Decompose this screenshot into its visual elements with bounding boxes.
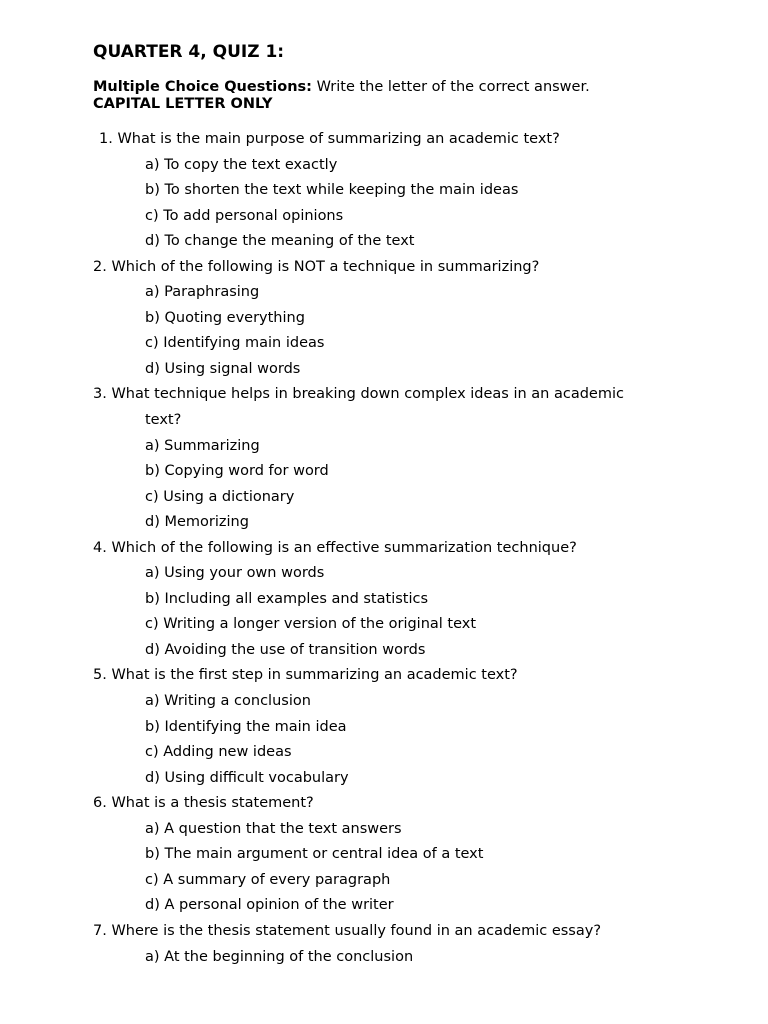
instructions-label: Multiple Choice Questions: [93, 79, 312, 95]
question-3-text-continued: text? [145, 412, 182, 429]
question-5-option-c: c) Adding new ideas [145, 744, 292, 761]
question-6-option-a: a) A question that the text answers [145, 820, 402, 837]
question-list [93, 127, 624, 970]
instructions-text: Write the letter of the correct answer. [311, 79, 590, 95]
question-4-option-d: d) Avoiding the use of transition words [145, 641, 426, 658]
question-7-text: 7. Where is the thesis statement usually found in an academic essay? [93, 922, 602, 939]
question-3-option-d: d) Memorizing [145, 514, 249, 531]
question-4-option-c: c) Writing a longer version of the original text [145, 616, 477, 633]
question-3-text: 3. What technique helps in breaking down complex ideas in an academic [93, 386, 624, 403]
question-5-option-b: b) Identifying the main idea [145, 718, 347, 735]
question-2-option-d: d) Using signal words [145, 360, 301, 377]
instructions [93, 79, 590, 113]
question-2-option-a: a) Paraphrasing [145, 284, 260, 301]
question-5-option-d: d) Using difficult vocabulary [145, 769, 349, 786]
question-3-option-c: c) Using a dictionary [145, 488, 295, 505]
question-7-option-a: a) At the beginning of the conclusion [145, 948, 414, 965]
question-5-text: 5. What is the first step in summarizing an academic text? [93, 667, 518, 684]
question-6-text: 6. What is a thesis statement? [93, 795, 314, 812]
question-3-option-b: b) Copying word for word [145, 463, 329, 480]
question-1-option-d: d) To change the meaning of the text [145, 233, 415, 250]
question-6-option-d: d) A personal opinion of the writer [145, 897, 394, 914]
question-5-option-a: a) Writing a conclusion [145, 693, 311, 710]
instructions-note: CAPITAL LETTER ONLY [93, 96, 273, 112]
question-2-option-b: b) Quoting everything [145, 309, 305, 326]
question-1-option-c: c) To add personal opinions [145, 207, 344, 224]
quiz-title: QUARTER 4, QUIZ 1: [93, 42, 285, 62]
question-2-option-c: c) Identifying main ideas [145, 335, 325, 352]
instructions-line [93, 79, 590, 96]
question-6-option-c: c) A summary of every paragraph [145, 871, 391, 888]
question-6-option-b: b) The main argument or central idea of a text [145, 846, 484, 863]
question-1-option-a: a) To copy the text exactly [145, 156, 338, 173]
question-1-option-b: b) To shorten the text while keeping the main ideas [145, 182, 519, 199]
question-1-text: 1. What is the main purpose of summarizing an academic text? [99, 131, 560, 147]
question-3-option-a: a) Summarizing [145, 437, 260, 454]
question-4-option-b: b) Including all examples and statistics [145, 590, 429, 607]
question-4-option-a: a) Using your own words [145, 565, 325, 582]
question-4-text: 4. Which of the following is an effective summarization technique? [93, 539, 577, 556]
question-2-text: 2. Which of the following is NOT a technique in summarizing? [93, 258, 540, 275]
